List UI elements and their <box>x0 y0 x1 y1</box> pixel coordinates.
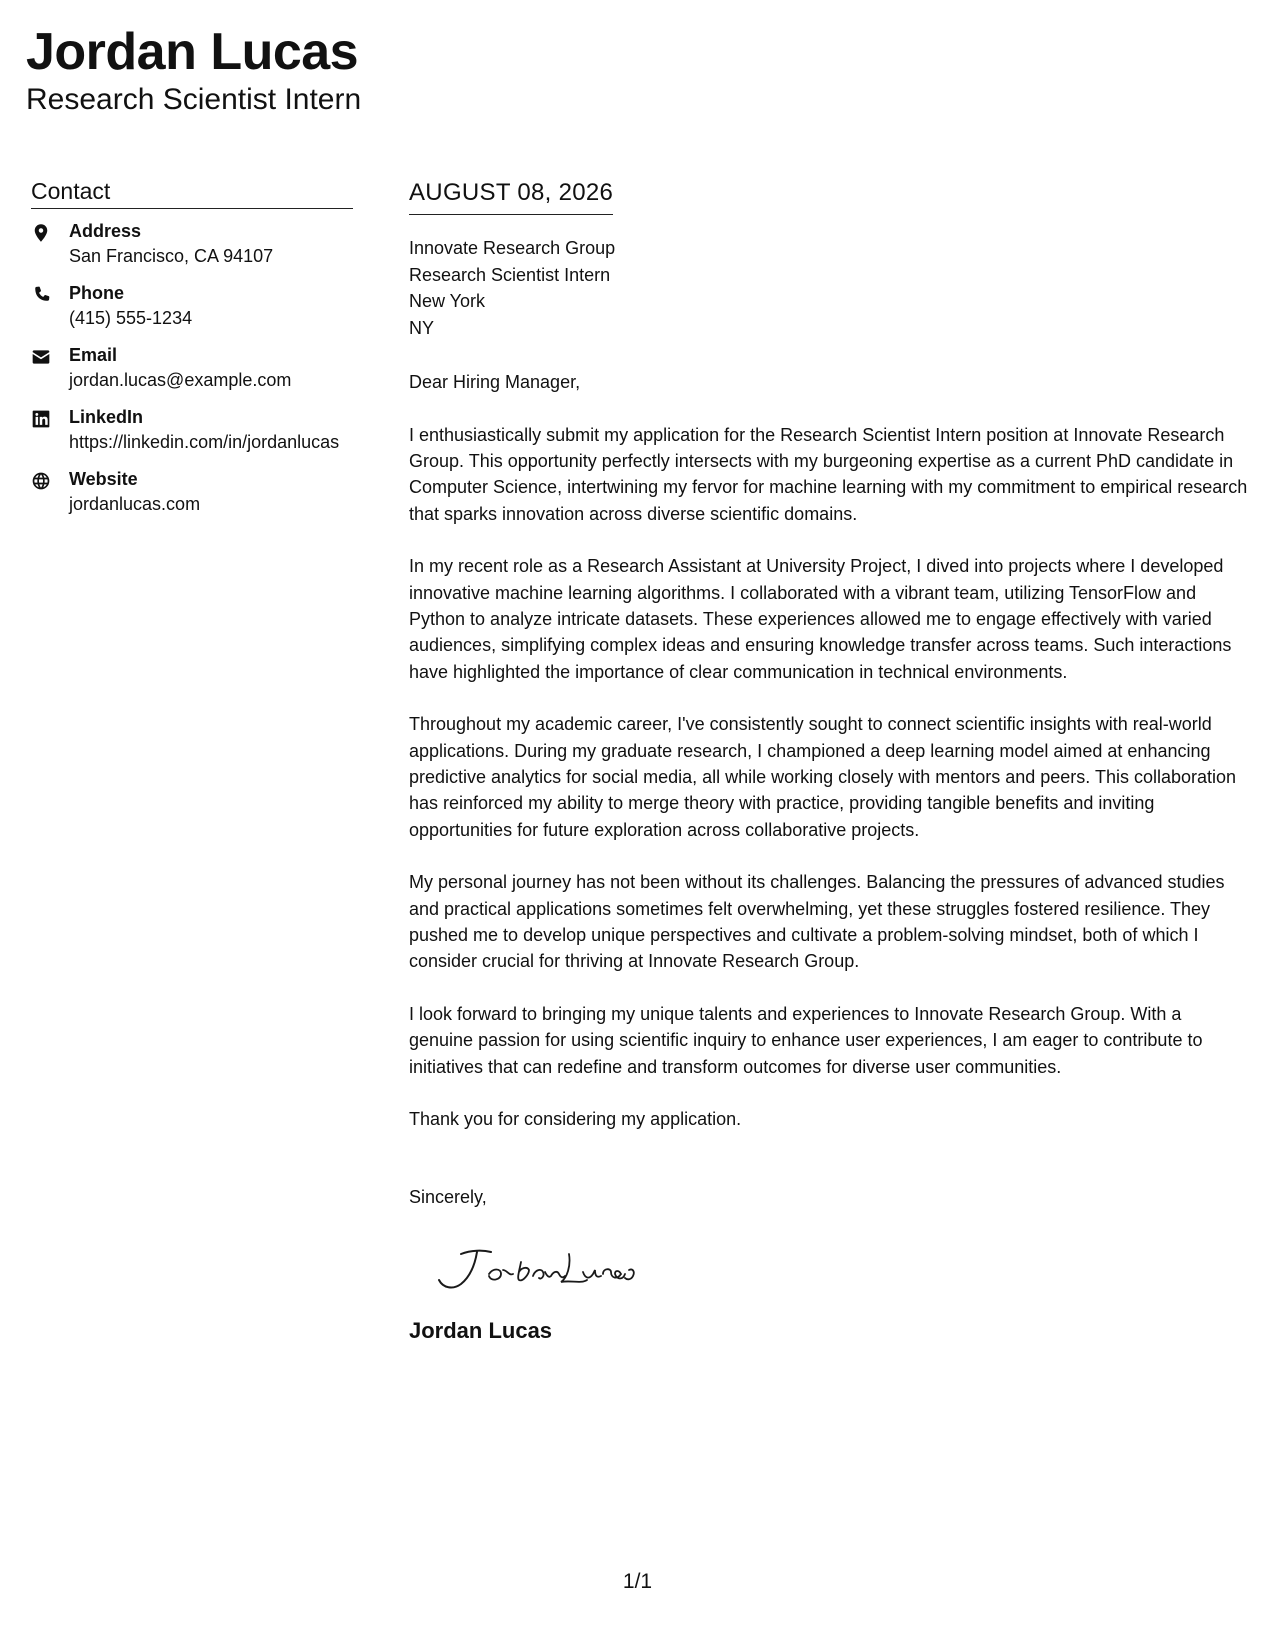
globe-icon <box>31 467 69 517</box>
contact-label: Website <box>69 469 138 489</box>
handwritten-signature <box>431 1240 661 1296</box>
map-pin-icon <box>31 219 69 269</box>
contact-value: San Francisco, CA 94107 <box>69 246 274 266</box>
contact-value: (415) 555-1234 <box>69 308 193 328</box>
letter-paragraph: Thank you for considering my application. <box>409 1109 742 1130</box>
phone-icon <box>31 281 69 331</box>
recipient-state: NY <box>409 317 435 338</box>
contact-item-phone <box>31 281 353 331</box>
contact-item-email <box>31 343 353 393</box>
signer-name: Jordan Lucas <box>409 1318 553 1344</box>
contact-value: jordan.lucas@example.com <box>69 370 292 390</box>
letter-paragraph: I look forward to bringing my unique talents and experiences to Innovate Research Group. With a genuine passion for using scientific inquiry to enhance user experiences, I am eager to contribute to initiatives that can redefine and transform outcomes for diverse user communities. <box>409 1003 1203 1077</box>
letter-header <box>26 24 361 118</box>
contact-label: Email <box>69 345 118 365</box>
applicant-name: Jordan Lucas <box>26 23 359 81</box>
applicant-role: Research Scientist Intern <box>26 83 362 116</box>
letter-date-block <box>409 178 613 215</box>
contact-item-address <box>31 219 353 269</box>
contact-label: Address <box>69 221 142 241</box>
recipient-position: Research Scientist Intern <box>409 264 611 285</box>
contact-value: jordanlucas.com <box>69 494 201 514</box>
envelope-icon <box>31 343 69 393</box>
contact-item-website <box>31 467 353 517</box>
letter-paragraph: In my recent role as a Research Assistant at University Project, I dived into projects where I developed innovative machine learning algorithms. I collaborated with a vibrant team, utilizing TensorFlow and Python to analyze intricate datasets. These experiences allowed me to engage effectively with varied audiences, simplifying complex ideas and ensuring knowledge transfer across teams. Such interactions have highlighted the importance of clear communication in technical environments. <box>409 556 1232 682</box>
letter-date: AUGUST 08, 2026 <box>409 179 614 206</box>
contact-sidebar <box>31 176 353 529</box>
letter-paragraph: I enthusiastically submit my application for the Research Scientist Intern position at Innovate Research Group. This opportunity perfectly intersects with my burgeoning expertise as a current PhD candidate in Computer Science, intertwining my fervor for machine learning with my commitment to empirical research that sparks innovation across diverse scientific domains. <box>409 424 1248 524</box>
salutation: Dear Hiring Manager, <box>409 372 581 392</box>
contact-label: Phone <box>69 283 125 303</box>
contact-item-linkedin <box>31 405 353 455</box>
page-number: 1/1 <box>622 1570 653 1593</box>
contact-value: https://linkedin.com/in/jordanlucas <box>69 432 340 452</box>
recipient-block <box>409 235 1249 341</box>
linkedin-icon <box>31 405 69 455</box>
recipient-company: Innovate Research Group <box>409 238 616 258</box>
letter-body <box>409 178 1249 1345</box>
contact-label: LinkedIn <box>69 407 144 427</box>
closing: Sincerely, <box>409 1187 487 1208</box>
contact-title: Contact <box>31 176 353 209</box>
letter-paragraph: Throughout my academic career, I've consistently sought to connect scientific insights with real-world applications. During my graduate research, I championed a deep learning model aimed at enhancing predictive analytics for social media, all while working closely with mentors and peers. This collaboration has reinforced my ability to merge theory with practice, providing tangible benefits and inviting opportunities for future exploration across collaborative projects. <box>409 714 1237 840</box>
recipient-city: New York <box>409 291 486 311</box>
letter-paragraph: My personal journey has not been without its challenges. Balancing the pressures of advanced studies and practical applications sometimes felt overwhelming, yet these struggles fostered resilience. They pushed me to develop unique perspectives and cultivate a problem-solving mindset, both of which I consider crucial for thriving at Innovate Research Group. <box>409 872 1225 972</box>
